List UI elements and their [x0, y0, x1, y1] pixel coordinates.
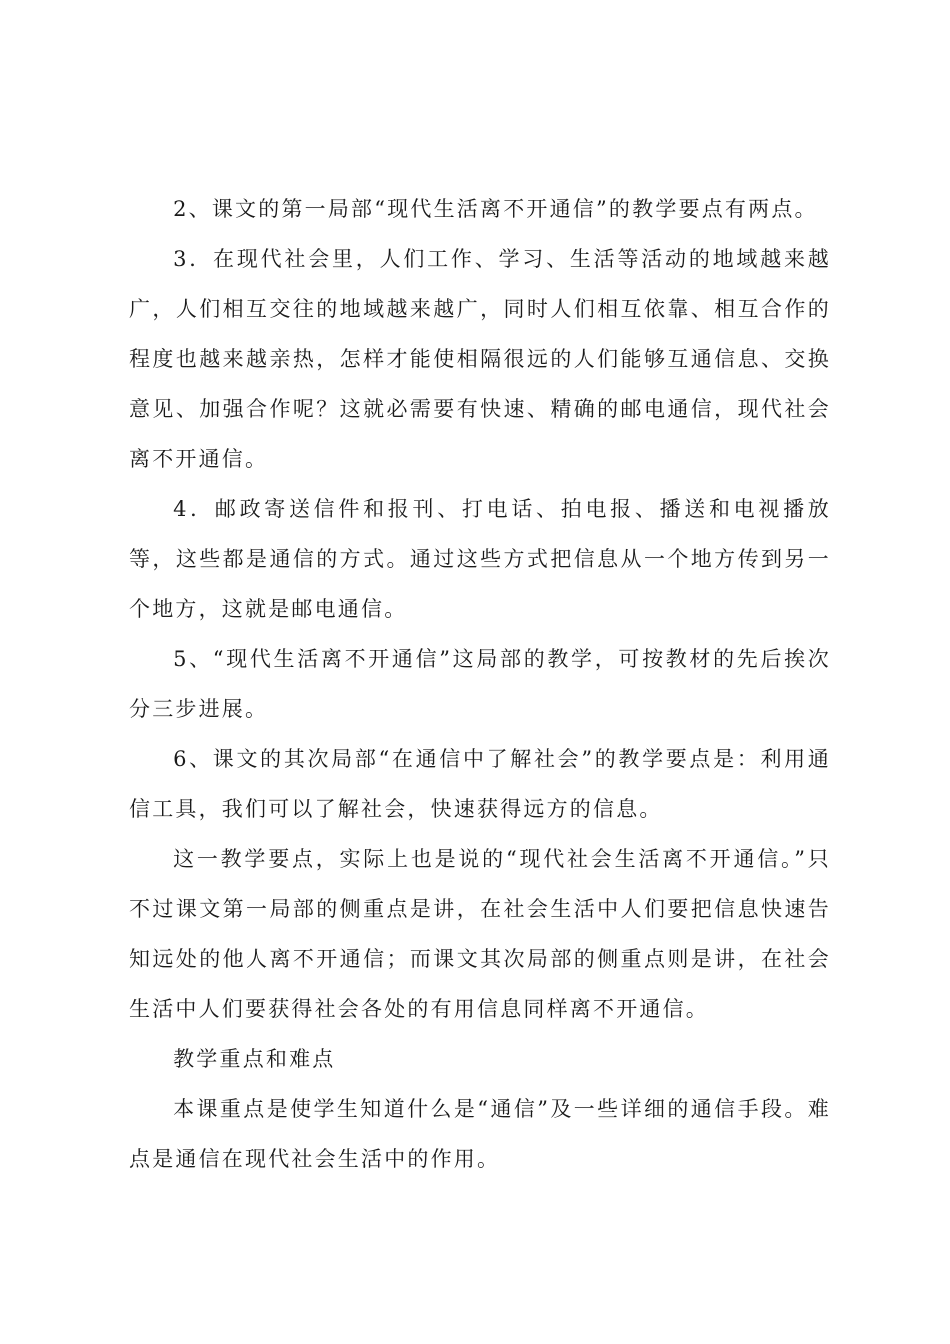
- paragraph-4: 4．邮政寄送信件和报刊、打电话、拍电报、播送和电视播放等，这些都是通信的方式。通过这些方式把信息从一个地方传到另一个地方，这就是邮电通信。: [129, 497, 831, 621]
- document-body: [129, 184, 831, 1184]
- section-heading-key-points: 教学重点和难点: [173, 1047, 336, 1071]
- paragraph-3: 3．在现代社会里，人们工作、学习、生活等活动的地域越来越广，人们相互交往的地域越来越广，同时人们相互依靠、相互合作的程度也越来越亲热，怎样才能使相隔很远的人们能够互通信息、交换意见、加强合作呢？这就必需要有快速、精确的邮电通信，现代社会离不开通信。: [129, 247, 831, 471]
- paragraph-5: 5、“现代生活离不开通信”这局部的教学，可按教材的先后挨次分三步进展。: [129, 647, 831, 721]
- paragraph-explanation: 这一教学要点，实际上也是说的“现代社会生活离不开通信。”只不过课文第一局部的侧重点是讲，在社会生活中人们要把信息快速告知远处的他人离不开通信；而课文其次局部的侧重点则是讲，在社会生活中人们要获得社会各处的有用信息同样离不开通信。: [129, 847, 831, 1021]
- paragraph-key-points: 本课重点是使学生知道什么是“通信”及一些详细的通信手段。难点是通信在现代社会生活中的作用。: [129, 1097, 831, 1171]
- paragraph-2: 2、课文的第一局部“现代生活离不开通信”的教学要点有两点。: [173, 197, 818, 221]
- paragraph-6: 6、课文的其次局部“在通信中了解社会”的教学要点是：利用通信工具，我们可以了解社会，快速获得远方的信息。: [129, 747, 831, 821]
